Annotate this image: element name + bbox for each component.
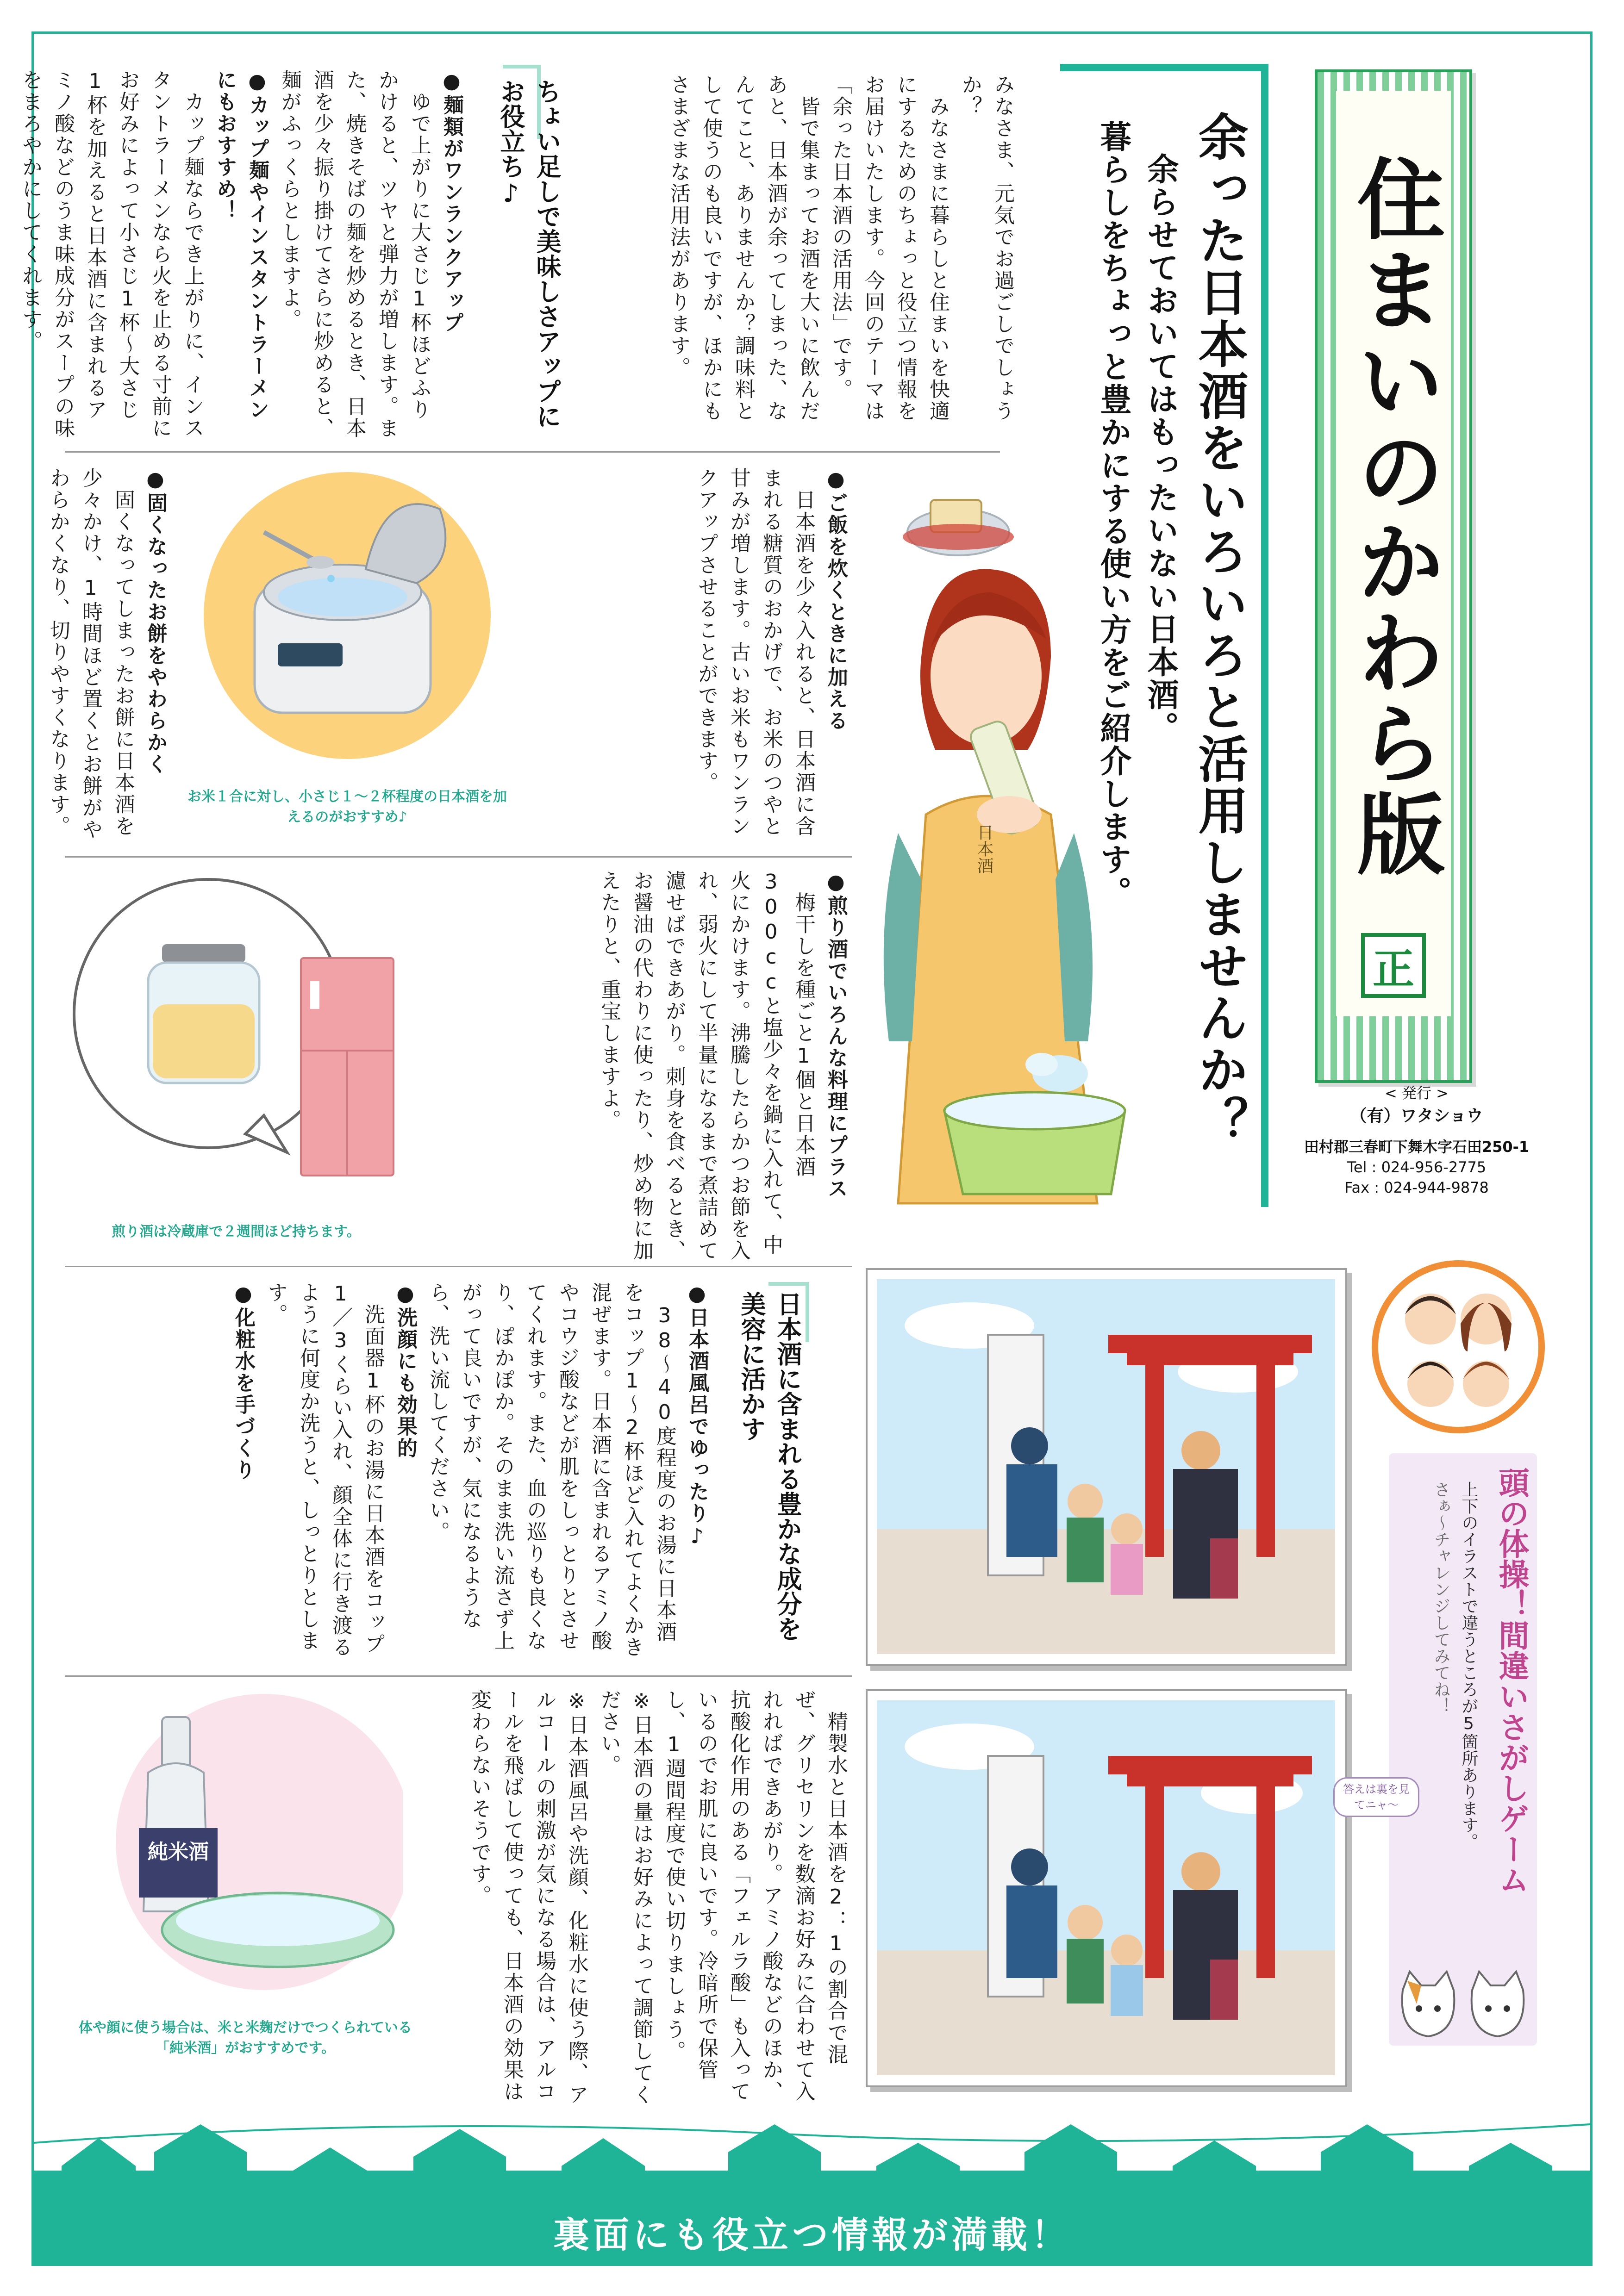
divider-1 [65, 451, 1000, 453]
s1-item5-body: 梅干しを種ごと1個と日本酒300ccと塩少々を鍋に入れて、中火にかけます。沸騰したらかつお節を入れ、弱火にして半量になるまで煮詰めて濾せばできあがり。刺身を食べるとき、お醤油の代わりに使ったり、炒め物に加えたりと、重宝しますよ。 [597, 870, 815, 1262]
s2-note1: ※日本酒の量はお好みによって調節してください。 [597, 1689, 653, 2106]
s1-item1-body: ゆで上がりに大さじ1杯ほどふりかけると、ツヤと弾力が増します。また、焼きそばの麺を炒めるとき、日本酒を少々振り掛けてさらに炒めると、麺がふっくらとしますよ。 [278, 69, 431, 439]
caption-rice: お米１合に対し、小さじ１～２杯程度の日本酒を加えるのがおすすめ♪ [187, 789, 507, 825]
section2-heading-mark [806, 1282, 809, 1342]
game-box [1389, 1453, 1537, 2046]
town-silhouette [34, 2097, 1590, 2208]
game-desc-1: 上下のイラストで違うところが5箇所あります。 [1459, 1481, 1478, 1850]
s1-item3-head: ●ご飯を炊くときに加える [824, 467, 848, 732]
s2-item1-body: 38～40度程度のお湯に日本酒をコップ1～2杯ほど入れてよくかき混ぜます。日本酒に含まれるアミノ酸やコウジ酸などが肌をしっとりとさせてくれます。また、血の巡りも良くなり、ぽかぽか。そのまま洗い流さず上がって良いですが、気になるようなら、洗い流してください。 [426, 1282, 676, 1658]
publisher-block [1287, 1083, 1546, 1198]
puzzle-scene-top [868, 1270, 1344, 1663]
lead-title: 余った日本酒をいろいろと活用しませんか？ [1190, 111, 1248, 1148]
bath-tub-illustration [931, 1046, 1139, 1203]
s1-item5-head: ●煎り酒でいろんな料理にプラス [824, 870, 848, 1200]
s2-note2: ※日本酒風呂や洗顔、化粧水に使う際、アルコールの刺激が気になる場合は、アルコールを飛ばして使っても、日本酒の効果は変わらないそうです。 [468, 1689, 588, 2106]
publisher-name: （有）ワタショウ [1350, 1107, 1483, 1126]
masthead-inner [1336, 91, 1451, 1016]
puzzle-image-bottom [866, 1689, 1347, 2087]
s2-item2-body: 洗面器1杯のお湯に日本酒をコップ1／3くらい入れ、顔全体に行き渡るように何度か洗うと、しっとりとします。 [264, 1282, 385, 1658]
puzzle-scene-bottom [868, 1691, 1344, 2084]
s1-item1-head: ●麺類がワンランクアップ [440, 69, 463, 334]
section2-heading: 日本酒に含まれる豊かな成分を美容に活かす [737, 1291, 802, 1641]
answer-bubble [1333, 1777, 1419, 1817]
publisher-fax: Fax : 024-944-9878 [1344, 1179, 1489, 1196]
intro-p3: 皆で集まってお酒を大いに飲んだあと、日本酒が余ってしまった、なんてこと、ありませんか？調味料として使うのも良いですが、ほかにもさまざまな活用法があります。 [667, 74, 820, 422]
section2-heading-mark-top [768, 1282, 809, 1286]
s2-item3-body: 精製水と日本酒を2：1の割合で混ぜ、グリセリンを数滴お好みに合わせて入れればできあがり。アミノ酸などのほか、抗酸化作用のある「フェルラ酸」も入っているのでお肌に良いです。冷暗所で保管し、1週間程度で使い切りましょう。 [662, 1689, 848, 2103]
s1-item4-head: ●固くなったお餅をやわらかく [144, 467, 167, 775]
s1-item2-body: カップ麺ならでき上がりに、インスタントラーメンなら火を止める寸前にお好みによって小さじ1杯～大さじ1杯を加えると日本酒に含まれるアミノ酸などのうま味成分がスープの味をまろやかにしてくれます。 [19, 69, 204, 439]
family-illustration [1370, 1259, 1546, 1435]
s1-item2-head: ●カップ麺やインスタントラーメンにもおすすめ！ [213, 69, 269, 421]
publisher-issued: < 発行 > [1385, 1084, 1449, 1102]
s1-item4-body: 固くなってしまったお餅に日本酒を少々かけ、1時間ほど置くとお餅がやわらかくなり、切りやすくなります。 [46, 467, 135, 840]
section1-items-top [19, 69, 468, 440]
stamp-icon: 正 [1361, 933, 1426, 998]
publisher-tel: Tel : 024-956-2775 [1347, 1158, 1487, 1176]
masthead-title: 住まいのかわら版 [1343, 154, 1445, 879]
cats-illustration [1389, 1962, 1537, 2046]
s2-item2-head: ●洗顔にも効果的 [394, 1282, 417, 1459]
woman-bottle-label: 日本酒 [974, 824, 993, 874]
publisher-address: 田村郡三春町下舞木字石田250-1 [1304, 1138, 1530, 1156]
s1-item3-body: 日本酒を少々入れると、日本酒に含まれる糖質のおかげで、お米のつやと甘みが増します。古いお米もワンランクアップさせることができます。 [694, 467, 815, 837]
divider-2 [65, 856, 852, 858]
intro-p2: みなさまに暮らしと住まいを快適にするためのちょっと役立つ情報をお届けいたします。今回のテーマは「余った日本酒の活用法」です。 [829, 74, 949, 422]
rice-cooker-illustration [199, 467, 495, 764]
jar-fridge-illustration [69, 875, 412, 1213]
puzzle-image-top [866, 1268, 1347, 1666]
section2-items-top [69, 1282, 713, 1661]
section1-item4 [46, 467, 171, 847]
footer-banner: 裏面にも役立つ情報が満載！ [34, 2208, 1590, 2264]
game-desc-2: さぁ～チャレンジしてみてね！ [1431, 1481, 1450, 1714]
section1-heading: ちょい足しで美味しさアップにお役立ち♪ [496, 79, 562, 429]
masthead [1315, 69, 1472, 1083]
caption-iri: 煎り酒は冷蔵庫で２週間ほど持ちます。 [112, 1224, 361, 1240]
bottle-label: 純米酒 [148, 1840, 209, 1864]
intro-text [593, 74, 1018, 435]
section1-heading-mark-top [503, 65, 540, 68]
s2-item1-head: ●日本酒風呂でゆったり♪ [685, 1282, 709, 1549]
section2-items-bottom [435, 1689, 852, 2106]
divider-3 [65, 1266, 852, 1267]
section1-item5 [426, 870, 852, 1263]
answer-note: 答えは裏を見てニャ～ [1343, 1783, 1410, 1811]
intro-p1: みなさま、元気でお過ごしでしょうか？ [958, 74, 1014, 422]
divider-4 [65, 1675, 852, 1677]
caption-junmai: 体や顔に使う場合は、米と米麹だけでつくられている「純米酒」がおすすめです。 [79, 2020, 412, 2056]
section1-items-mid [500, 467, 852, 847]
lead-right-bar [1261, 64, 1268, 1207]
game-title: 頭の体操！間違いさがしゲーム [1493, 1467, 1529, 1895]
s2-item3-head: ●化粧水を手づくり [231, 1282, 255, 1481]
lead-sub-1: 余らせておいてはもったいない日本酒。 [1142, 153, 1179, 744]
lead-sub-2: 暮らしをちょっと豊かにする使い方をご紹介します。 [1095, 120, 1131, 909]
junmai-sake-illustration [69, 1689, 403, 2004]
lead-top-bar [1060, 64, 1268, 71]
